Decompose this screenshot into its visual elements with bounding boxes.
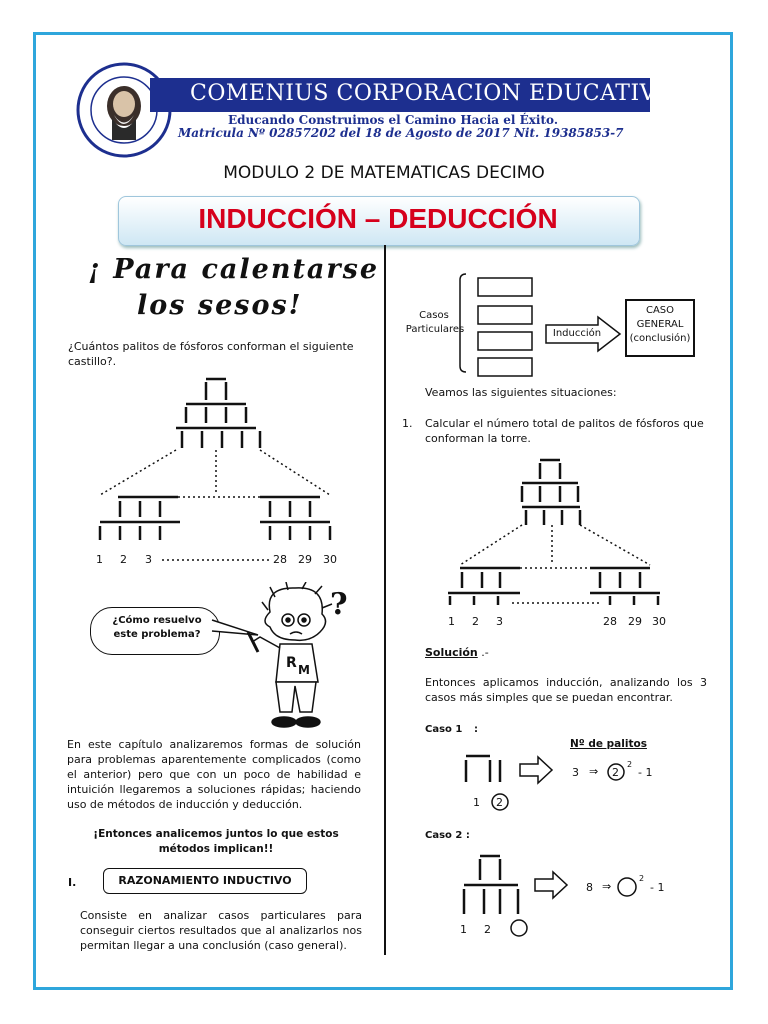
section-number: I.	[68, 876, 77, 889]
case1-label-1: 1	[473, 796, 480, 809]
case2-count: 8	[586, 881, 593, 894]
page-title: INDUCCIÓN – DEDUCCIÓN	[198, 203, 558, 234]
case2-label-1: 1	[460, 923, 467, 936]
thinking-student-cartoon	[240, 582, 362, 734]
column-divider	[384, 245, 386, 955]
case1-minus: - 1	[638, 766, 653, 779]
tower-label-30: 30	[652, 615, 666, 628]
case2-base-circle	[616, 877, 638, 897]
castle-question: ¿Cuántos palitos de fósforos conforman el siguiente castillo?.	[68, 340, 354, 368]
tower-label-2: 2	[472, 615, 479, 628]
call-to-action: ¡Entonces analicemos juntos lo que estos métodos implican!!	[93, 828, 339, 855]
case2-exponent: 2	[639, 874, 645, 883]
case2-label-circle	[509, 918, 529, 938]
diagram-particulares: Particulares	[405, 324, 465, 335]
case1-colon: :	[474, 724, 478, 735]
speech-bubble-text: ¿Cómo resuelvo este problema?	[112, 615, 202, 640]
solution-heading	[425, 645, 489, 660]
matchstick-tower-figure	[430, 455, 680, 605]
match-count-heading: Nº de palitos	[570, 738, 647, 750]
castle-label-3: 3	[145, 553, 152, 566]
case1-exponent: 2	[627, 760, 633, 769]
case1-arrow-icon	[518, 755, 554, 785]
case1-implies: ⇒	[589, 765, 599, 778]
case2-arrow-icon	[533, 870, 569, 900]
inductive-definition: Consiste en analizar casos particulares para conseguir ciertos resultados que al analizarlos nos permitan llegar a una conclusión (caso general).	[80, 909, 362, 952]
diagram-conclusion: (conclusión)	[629, 333, 691, 344]
diagram-casos: Casos	[419, 310, 449, 321]
svg-text:M: M	[298, 663, 310, 677]
castle-label-28: 28	[273, 553, 287, 566]
svg-text:R: R	[286, 655, 297, 671]
solution-label: Solución	[425, 646, 478, 659]
castle-label-30: 30	[323, 553, 337, 566]
case1-base: 2	[612, 766, 619, 779]
tower-label-1: 1	[448, 615, 455, 628]
warmup-heading-line1: ¡ Para calentarse	[88, 254, 380, 285]
institution-name: COMENIUS CORPORACION EDUCATIVA	[190, 81, 671, 106]
solution-text: Entonces aplicamos inducción, analizando los 3 casos más simples que se puedan encontrar.	[425, 676, 707, 704]
case2-matchsticks	[450, 852, 530, 918]
case2-implies: ⇒	[602, 880, 612, 893]
tower-label-29: 29	[628, 615, 642, 628]
case1-label-2: 2	[496, 796, 503, 809]
institution-motto: Educando Construimos el Camino Hacia el Éxito.	[228, 113, 558, 127]
case1-matchsticks	[460, 752, 508, 788]
case1-label: Caso 1	[425, 724, 463, 735]
chapter-intro: En este capítulo analizaremos formas de solución para problemas aparentemente complicados (como el anterior) pero que con un poco de habilidad e intuición llegaremos a soluciones rápidas; haciendo uso de métodos de inducción y deducción.	[67, 738, 361, 811]
castle-label-ellipsis	[162, 558, 270, 562]
diagram-induccion: Inducción	[552, 328, 602, 339]
tower-label-28: 28	[603, 615, 617, 628]
svg-text:?: ?	[330, 587, 348, 622]
castle-label-2: 2	[120, 553, 127, 566]
solution-suffix: .-	[481, 646, 489, 659]
warmup-heading-line2: los sesos!	[137, 290, 303, 321]
diagram-general: GENERAL	[636, 319, 684, 330]
tower-label-ellipsis	[512, 601, 602, 605]
tower-label-3: 3	[496, 615, 503, 628]
section-title-box: RAZONAMIENTO INDUCTIVO	[103, 868, 307, 894]
situations-intro: Veamos las siguientes situaciones:	[425, 386, 617, 399]
module-heading: MODULO 2 DE MATEMATICAS DECIMO	[223, 163, 545, 183]
item-number: 1.	[402, 417, 413, 430]
registration-line: Matricula Nº 02857202 del 18 de Agosto de 2017 Nit. 19385853-7	[178, 126, 624, 140]
castle-label-1: 1	[96, 553, 103, 566]
item-text: Calcular el número total de palitos de fósforos que conforman la torre.	[425, 417, 704, 445]
case2-label: Caso 2 :	[425, 830, 470, 841]
case2-label-2: 2	[484, 923, 491, 936]
case2-minus: - 1	[650, 881, 665, 894]
matchstick-castle-figure	[60, 370, 380, 540]
diagram-caso: CASO	[645, 305, 675, 316]
castle-label-29: 29	[298, 553, 312, 566]
case1-count: 3	[572, 766, 579, 779]
